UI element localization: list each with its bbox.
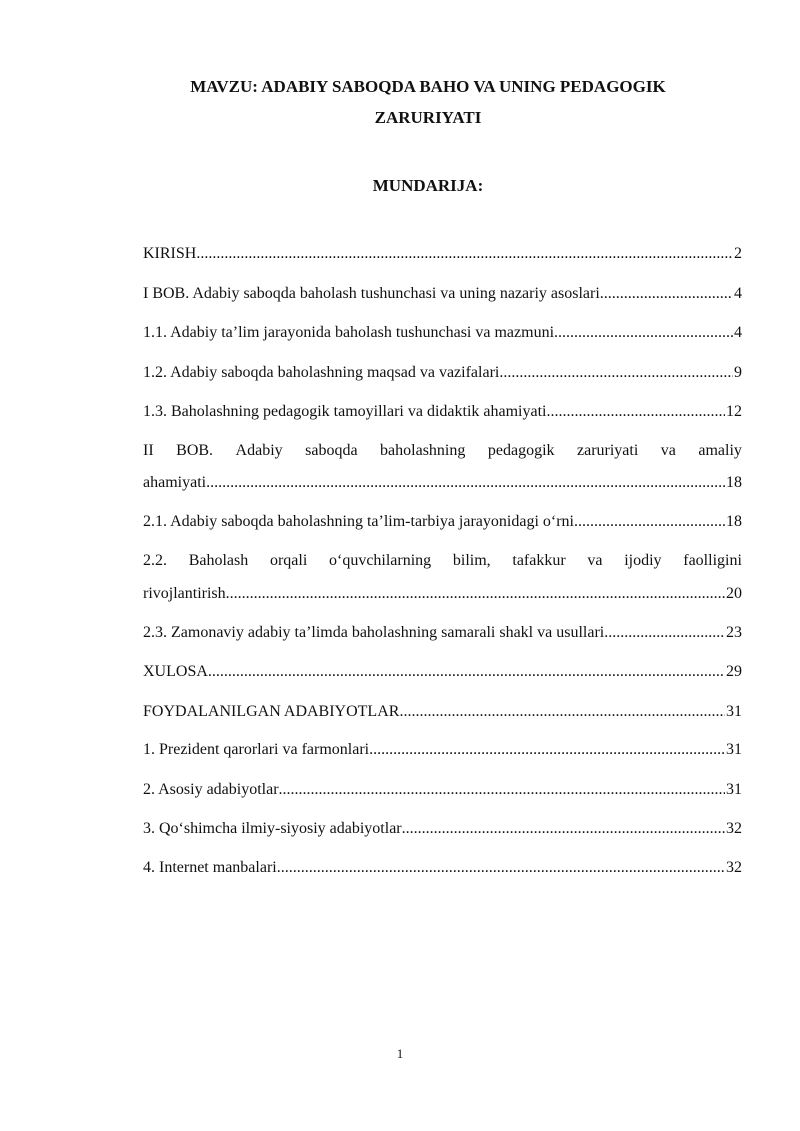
toc-entry-adabiyotlar[interactable] [143, 701, 742, 723]
dot-leader [554, 322, 733, 344]
word: orqali [269, 552, 308, 569]
toc-entry-page: 29 [726, 663, 742, 680]
toc-entry-page: 4 [734, 285, 742, 302]
word: II [143, 442, 154, 459]
dot-leader [208, 661, 725, 683]
dot-leader [196, 243, 733, 265]
dot-leader [546, 401, 725, 423]
toc-entry-page: 4 [734, 324, 742, 341]
toc-entry-label: ahamiyati [143, 474, 207, 491]
toc-entry-page: 20 [726, 585, 742, 602]
word: pedagogik [487, 442, 555, 459]
toc-entry-2-2-line-1[interactable] [143, 550, 742, 572]
toc-entry-label: FOYDALANILGAN ADABIYOTLAR [143, 703, 400, 720]
dot-leader [226, 583, 725, 605]
toc-entry-label: 1.1. Adabiy ta’lim jarayonida baholash tushunchasi va mazmuni [143, 324, 555, 341]
toc-entry-label: 4. Internet manbalari [143, 859, 277, 876]
word: ijodiy [624, 552, 662, 569]
toc-entry-kirish[interactable] [143, 243, 742, 265]
toc-entry-xulosa[interactable] [143, 661, 742, 683]
toc-entry-1-2[interactable] [143, 362, 742, 384]
toc-entry-page: 18 [726, 513, 742, 530]
toc-entry-label: rivojlantirish [143, 585, 226, 602]
dot-leader [402, 818, 725, 840]
toc-entry-label: 2.3. Zamonaviy adabiy ta’limda baholashning samarali shakl va usullari [143, 624, 605, 641]
page-number: 1 [396, 1046, 404, 1061]
word: baholashning [380, 442, 466, 459]
toc-entry-label: 3. Qo‘shimcha ilmiy-siyosiy adabiyotlar [143, 820, 402, 837]
toc-entry-bob-2-line-1[interactable] [143, 440, 742, 462]
toc-entry-ref-1[interactable] [143, 739, 742, 761]
toc-entry-label: KIRISH [143, 245, 197, 262]
toc-entry-label: I BOB. Adabiy saboqda baholash tushunchasi va uning nazariy asoslari [143, 285, 600, 302]
document-title-line-1: MAVZU: ADABIY SABOQDA BAHO VA UNING PEDAGOGIK [190, 77, 666, 96]
word: zaruriyati [577, 442, 639, 459]
toc-entry-page: 31 [726, 781, 742, 798]
word: Baholash [188, 552, 249, 569]
word: tafakkur [512, 552, 566, 569]
toc-entry-1-1[interactable] [143, 322, 742, 344]
word: va [660, 442, 676, 459]
word: amaliy [698, 442, 742, 459]
toc-entry-page: 12 [726, 403, 742, 420]
dot-leader [279, 779, 725, 801]
word: faolligini [683, 552, 742, 569]
toc-entry-ref-3[interactable] [143, 818, 742, 840]
toc-entry-page: 31 [726, 741, 742, 758]
contents-heading: MUNDARIJA: [372, 176, 484, 195]
dot-leader [399, 701, 725, 723]
document-title-line-2: ZARURIYATI [374, 108, 482, 127]
toc-entry-label: 2.1. Adabiy saboqda baholashning ta’lim-tarbiya jarayonidagi o‘rni [143, 513, 574, 530]
toc-entry-label: 2. Asosiy adabiyotlar [143, 781, 279, 798]
toc-entry-ref-2[interactable] [143, 779, 742, 801]
toc-entry-bob-1[interactable] [143, 283, 742, 305]
toc-entry-page: 9 [734, 364, 742, 381]
dot-leader [574, 511, 725, 533]
dot-leader [604, 622, 725, 644]
dot-leader [600, 283, 733, 305]
word: o‘quvchilarning [328, 552, 432, 569]
word: BOB. [176, 442, 214, 459]
toc-entry-page: 31 [726, 703, 742, 720]
word: 2.2. [143, 552, 167, 569]
toc-entry-page: 32 [726, 859, 742, 876]
toc-entry-label: XULOSA [143, 663, 208, 680]
toc-entry-2-2-line-2[interactable] [143, 583, 742, 605]
toc-entry-page: 2 [734, 245, 742, 262]
toc-entry-ref-4[interactable] [143, 857, 742, 879]
toc-entry-1-3[interactable] [143, 401, 742, 423]
dot-leader [499, 362, 733, 384]
word: saboqda [305, 442, 358, 459]
toc-entry-page: 32 [726, 820, 742, 837]
toc-entry-label: 1. Prezident qarorlari va farmonlari [143, 741, 370, 758]
toc-entry-page: 18 [726, 474, 742, 491]
word: bilim, [452, 552, 491, 569]
toc-entry-2-1[interactable] [143, 511, 742, 533]
dot-leader [206, 472, 725, 494]
word: va [587, 552, 603, 569]
toc-entry-bob-2-line-2[interactable] [143, 472, 742, 494]
dot-leader [369, 739, 725, 761]
toc-entry-page: 23 [726, 624, 742, 641]
toc-entry-2-3[interactable] [143, 622, 742, 644]
toc-entry-label: 1.2. Adabiy saboqda baholashning maqsad va vazifalari [143, 364, 500, 381]
dot-leader [277, 857, 725, 879]
word: Adabiy [235, 442, 283, 459]
toc-entry-label: 1.3. Baholashning pedagogik tamoyillari va didaktik ahamiyati [143, 403, 547, 420]
